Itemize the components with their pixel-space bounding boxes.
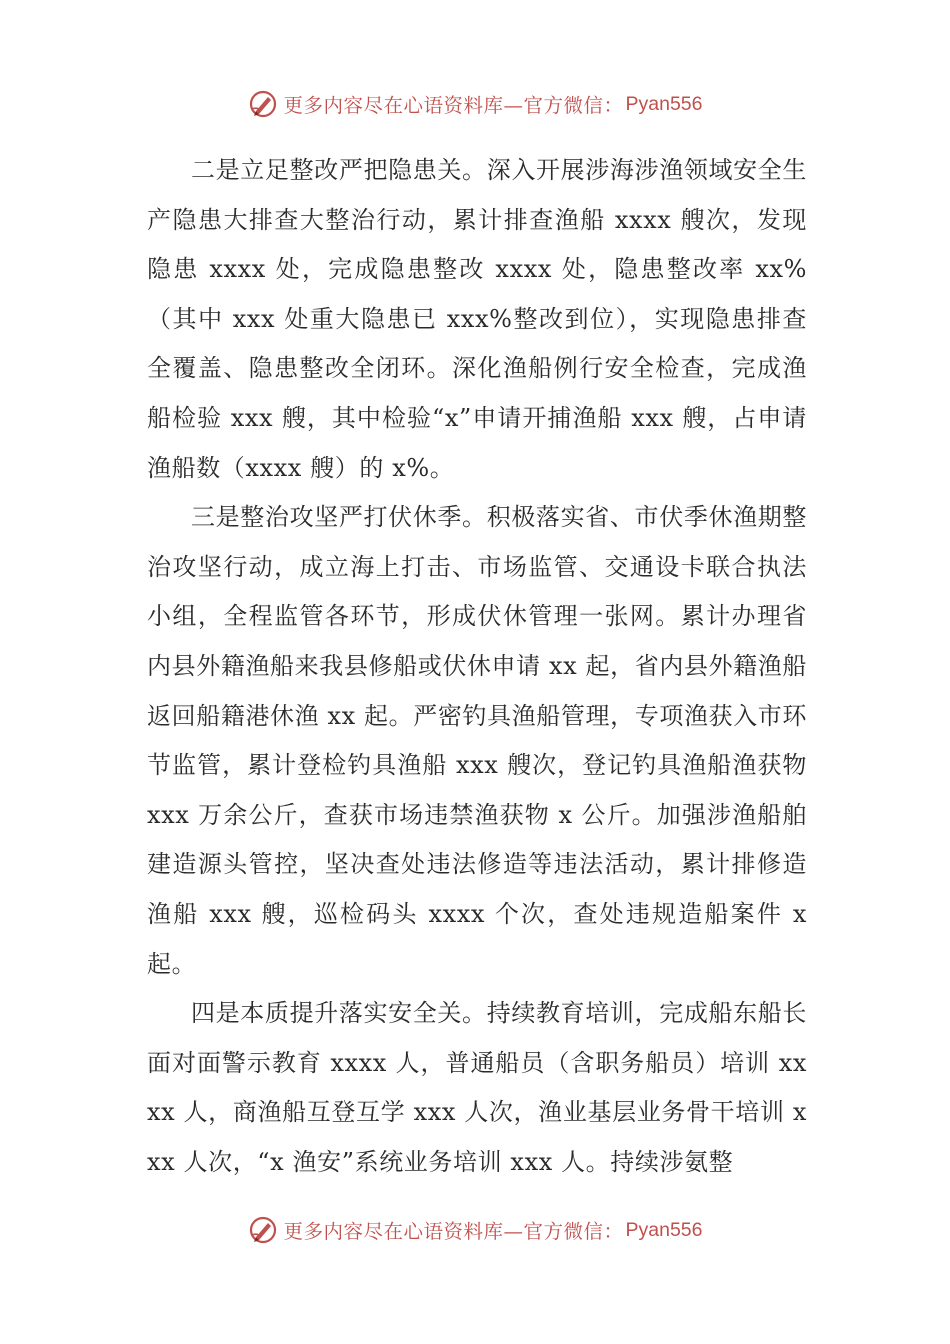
pen-logo-icon [248,1215,278,1245]
header-watermark [0,84,950,124]
document-body [147,146,807,1187]
paragraph-2: 二是立足整改严把隐患关。深入开展涉海涉渔领域安全生产隐患大排查大整治行动，累计排查渔船 xxxx 艘次，发现隐患 xxxx 处，完成隐患整改 xxxx 处，隐患整改率 xx%（其中 xxx 处重大隐患已 xxx%整改到位），实现隐患排查全覆盖、隐患整改全闭环。深化渔船例行安全检查，完成渔船检验 xxx 艘，其中检验“x”申请开捕渔船 xxx 艘，占申请渔船数（xxxx 艘）的 x%。 [147,156,807,482]
footer-watermark [0,1210,950,1250]
paragraph-4: 四是本质提升落实安全关。持续教育培训，完成船东船长面对面警示教育 xxxx 人，普通船员（含职务船员）培训 xxxx 人，商渔船互登互学 xxx 人次，渔业基层业务骨干培训 xxx 人次，“x 渔安”系统业务培训 xxx 人。持续涉氨整 [147,999,807,1176]
paragraph-3: 三是整治攻坚严打伏休季。积极落实省、市伏季休渔期整治攻坚行动，成立海上打击、市场监管、交通设卡联合执法小组，全程监管各环节，形成伏休管理一张网。累计办理省内县外籍渔船来我县修船或伏休申请 xx 起，省内县外籍渔船返回船籍港休渔 xx 起。严密钓具渔船管理，专项渔获入市环节监管，累计登检钓具渔船 xxx 艘次，登记钓具渔船渔获物 xxx 万余公斤，查获市场违禁渔获物 x 公斤。加强涉渔船舶建造源头管控，坚决查处违法修造等违法活动，累计排修造渔船 xxx 艘，巡检码头 xxxx 个次，查处违规造船案件 x 起。 [147,503,807,978]
watermark-text: 更多内容尽在心语资料库—官方微信： [283,94,624,117]
pen-logo-icon [248,89,278,119]
watermark-text: 更多内容尽在心语资料库—官方微信： [283,1220,624,1243]
watermark-wechat-id: Pyan556 [625,92,703,115]
watermark-wechat-id: Pyan556 [625,1218,703,1241]
